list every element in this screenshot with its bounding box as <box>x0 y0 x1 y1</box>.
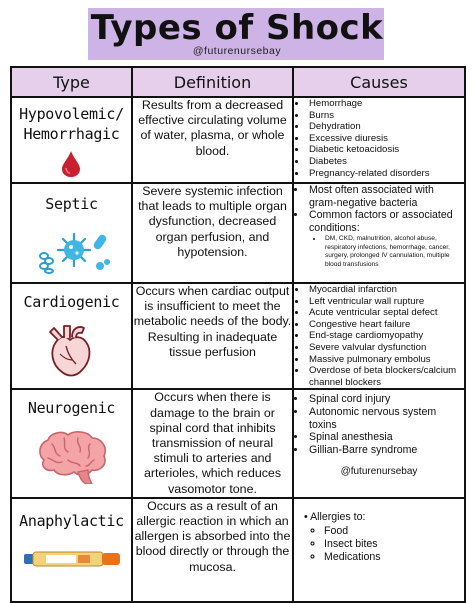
type-name: Septic <box>45 195 98 213</box>
causes-cell <box>293 283 465 389</box>
type-name: Neurogenic <box>27 399 116 418</box>
cause-item: • Pregnancy-related disorders <box>307 168 464 180</box>
cause-item: • Diabetes <box>307 156 464 168</box>
table-row <box>11 389 465 497</box>
header-row <box>11 67 465 97</box>
cause-item: • Burns <box>307 110 464 122</box>
definition-cell <box>132 183 293 283</box>
type-name: Anaphylactic <box>19 511 124 530</box>
definition-text: Severe systemic infection that leads to multiple organ dysfunction, decreased organ perfusion, and hypotension. <box>138 184 287 259</box>
causes-cell <box>293 498 465 602</box>
brain-icon <box>34 430 110 484</box>
table-row <box>11 183 465 283</box>
cause-item: • Autonomic nervous system toxins <box>307 406 464 431</box>
cause-item: • Spinal anesthesia <box>307 431 464 444</box>
type-cell <box>11 283 132 389</box>
column-header-definition: Definition <box>132 67 293 97</box>
shock-types-table <box>10 66 466 603</box>
cause-item: • Left ventricular wall rupture <box>307 296 464 308</box>
type-name: Hypovolemic/ Hemorrhagic <box>19 105 124 143</box>
cause-item: • End-stage cardiomyopathy <box>307 330 464 342</box>
cause-item: • Overdose of beta blockers/calcium channel blockers <box>307 365 464 388</box>
page-title: Types of Shock <box>90 8 384 48</box>
column-header-type: Type <box>11 67 132 97</box>
cause-item: • Dehydration <box>307 121 464 133</box>
definition-cell <box>132 97 293 183</box>
cause-item-label: Common factors or associated conditions: <box>309 209 453 234</box>
definition-text: Results from a decreased effective circulating volume of water, plasma, or whole blood. <box>138 98 287 158</box>
cause-item: • Diabetic ketoacidosis <box>307 144 464 156</box>
causes-cell <box>293 97 465 183</box>
cause-item: • Congestive heart failure <box>307 319 464 331</box>
column-header-causes: Causes <box>293 67 465 97</box>
sub-cause-item: • DM, CKD, malnutrition, alcohol abuse, respiratory infections, hemorrhage, cancer, surgery, prolonged IV cannulation, multiple blood transfusions <box>323 235 464 269</box>
definition-cell <box>132 498 293 602</box>
bacteria-icon <box>34 228 114 274</box>
cause-item: • Excessive diuresis <box>307 133 464 145</box>
cause-item: • Myocardial infarction <box>307 284 464 296</box>
author-handle: @futurenursebay <box>192 45 282 57</box>
author-handle: @futurenursebay <box>340 466 418 478</box>
causes-cell <box>293 389 465 497</box>
cause-item <box>307 209 464 269</box>
table-row <box>11 283 465 389</box>
cause-item: • Most often associated with gram-negative bacteria <box>307 184 464 209</box>
blood-drop-icon <box>60 150 82 178</box>
definition-text: Occurs when cardiac output is insufficient to meet the metabolic needs of the body. Resulting in inadequate tissue perfusion <box>133 284 292 359</box>
epinephrine-autoinjector-icon <box>24 549 122 569</box>
type-name: Cardiogenic <box>23 293 120 311</box>
cause-item: • Gillian-Barre syndrome <box>307 444 464 457</box>
definition-cell <box>132 283 293 389</box>
type-cell <box>11 389 132 497</box>
cause-item: • Massive pulmonary embolus <box>307 354 464 366</box>
cause-item: ◦ Medications <box>324 551 464 564</box>
cause-item: • Hemorrhage <box>307 98 464 110</box>
heart-icon <box>42 320 100 380</box>
cause-item: • Spinal cord injury <box>307 393 464 406</box>
definition-cell <box>132 389 293 497</box>
type-cell <box>11 183 132 283</box>
cause-item: ◦ Food <box>324 525 464 538</box>
cause-item: • Severe valvular dysfunction <box>307 342 464 354</box>
cause-item: ◦ Insect bites <box>324 538 464 551</box>
definition-text: Occurs as a result of an allergic reaction in which an allergen is absorbed into the blood directly or through the mucosa. <box>134 498 291 574</box>
causes-intro: • Allergies to: <box>304 510 366 523</box>
table-row <box>11 498 465 602</box>
causes-cell <box>293 183 465 283</box>
cause-item: • Acute ventricular septal defect <box>307 307 464 319</box>
type-cell <box>11 498 132 602</box>
causes-intro-text: Allergies to: <box>310 510 366 523</box>
definition-text: Occurs when there is damage to the brain or spinal cord that inhibits transmission of neural stimuli to arteries and arterioles, which reduces vasomotor tone. <box>143 390 282 496</box>
table-row <box>11 97 465 183</box>
type-cell <box>11 97 132 183</box>
